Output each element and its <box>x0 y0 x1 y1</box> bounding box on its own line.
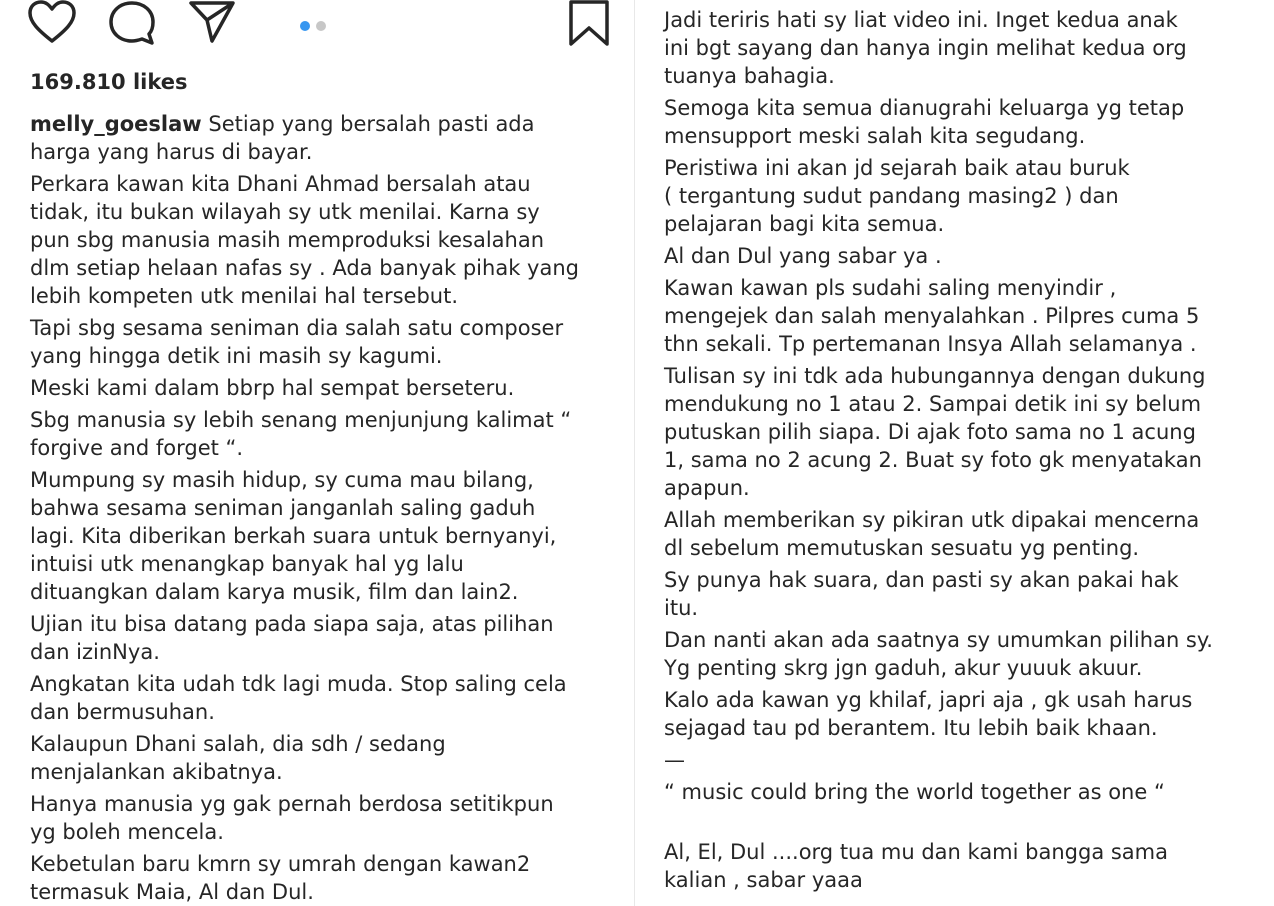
action-bar <box>28 0 618 48</box>
caption-quote: “ music could bring the world together as one “ <box>664 780 1165 804</box>
caption-left <box>30 110 615 906</box>
caption-separator: — <box>664 748 685 772</box>
caption-paragraph: Hanya manusia yg gak pernah berdosa setitikpun yg boleh mencela. <box>30 792 554 844</box>
carousel-dot-active <box>300 21 310 31</box>
caption-paragraph: Kalo ada kawan yg khilaf, japri aja , gk usah harus sejagad tau pd berantem. Itu lebih baik khaan. <box>664 688 1193 740</box>
carousel-dot <box>316 21 326 31</box>
caption-paragraph: Dan nanti akan ada saatnya sy umumkan pilihan sy. Yg penting skrg jgn gaduh, akur yuuuk akuur. <box>664 628 1213 680</box>
caption-paragraph: Semoga kita semua dianugrahi keluarga yg tetap mensupport meski salah kita segudang. <box>664 96 1185 148</box>
caption-paragraph: Mumpung sy masih hidup, sy cuma mau bilang, bahwa sesama seniman janganlah saling gaduh lagi. Kita diberikan berkah suara untuk bernyanyi, intuisi utk menangkap banyak hal yg lalu dituangkan dalam karya musik, film dan lain2. <box>30 468 557 604</box>
username-link[interactable]: melly_goeslaw <box>30 112 202 136</box>
caption-text: Setiap yang bersalah pasti ada harga yang harus di bayar. <box>30 112 535 164</box>
caption-paragraph: Ujian itu bisa datang pada siapa saja, atas pilihan dan izinNya. <box>30 612 554 664</box>
comment-icon[interactable] <box>108 0 156 50</box>
heart-icon[interactable] <box>28 0 76 48</box>
likes-count[interactable]: 169.810 likes <box>30 70 188 94</box>
caption-paragraph: Tulisan sy ini tdk ada hubungannya dengan dukung mendukung no 1 atau 2. Sampai detik ini sy belum putuskan pilih siapa. Di ajak foto sama no 1 acung 1, sama no 2 acung 2. Buat sy foto gk menyatakan apapun. <box>664 364 1206 500</box>
caption-paragraph: Angkatan kita udah tdk lagi muda. Stop saling cela dan bermusuhan. <box>30 672 567 724</box>
caption-paragraph: Tapi sbg sesama seniman dia salah satu composer yang hingga detik ini masih sy kagumi. <box>30 316 564 368</box>
caption-paragraph: Perkara kawan kita Dhani Ahmad bersalah atau tidak, itu bukan wilayah sy utk menilai. Karna sy pun sbg manusia masih memproduksi kesalahan dlm setiap helaan nafas sy . Ada banyak pihak yang lebih kompeten utk menilai hal tersebut. <box>30 172 579 308</box>
caption-paragraph: Kawan kawan pls sudahi saling menyindir , mengejek dan salah menyalahkan . Pilpres cuma 5 thn sekali. Tp pertemanan Insya Allah selamanya . <box>664 276 1200 356</box>
caption-paragraph: Peristiwa ini akan jd sejarah baik atau buruk ( tergantung sudut pandang masing2 ) dan pelajaran bagi kita semua. <box>664 156 1130 236</box>
caption-paragraph: Sbg manusia sy lebih senang menjunjung kalimat “ forgive and forget “. <box>30 408 572 460</box>
caption-paragraph: Kebetulan baru kmrn sy umrah dengan kawan2 termasuk Maia, Al dan Dul. <box>30 852 531 904</box>
left-panel <box>0 0 634 906</box>
carousel-indicator <box>300 16 332 35</box>
caption-spacer <box>664 810 1264 838</box>
caption-paragraph: Jadi teriris hati sy liat video ini. Inget kedua anak ini bgt sayang dan hanya ingin melihat kedua org tuanya bahagia. <box>664 8 1187 88</box>
caption-paragraph: Al, El, Dul ....org tua mu dan kami bangga sama kalian , sabar yaaa <box>664 840 1168 892</box>
caption-paragraph: Kalaupun Dhani salah, dia sdh / sedang menjalankan akibatnya. <box>30 732 446 784</box>
caption-paragraph: Al dan Dul yang sabar ya . <box>664 244 942 268</box>
paper-plane-icon[interactable] <box>188 0 236 48</box>
bookmark-icon[interactable] <box>568 0 610 52</box>
right-panel <box>640 0 1274 906</box>
caption-paragraph: Allah memberikan sy pikiran utk dipakai mencerna dl sebelum memutuskan sesuatu yg penting. <box>664 508 1200 560</box>
caption-right <box>664 6 1264 898</box>
caption-paragraph: Meski kami dalam bbrp hal sempat berseteru. <box>30 376 515 400</box>
caption-paragraph: Sy punya hak suara, dan pasti sy akan pakai hak itu. <box>664 568 1179 620</box>
caption-paragraph <box>30 110 615 166</box>
